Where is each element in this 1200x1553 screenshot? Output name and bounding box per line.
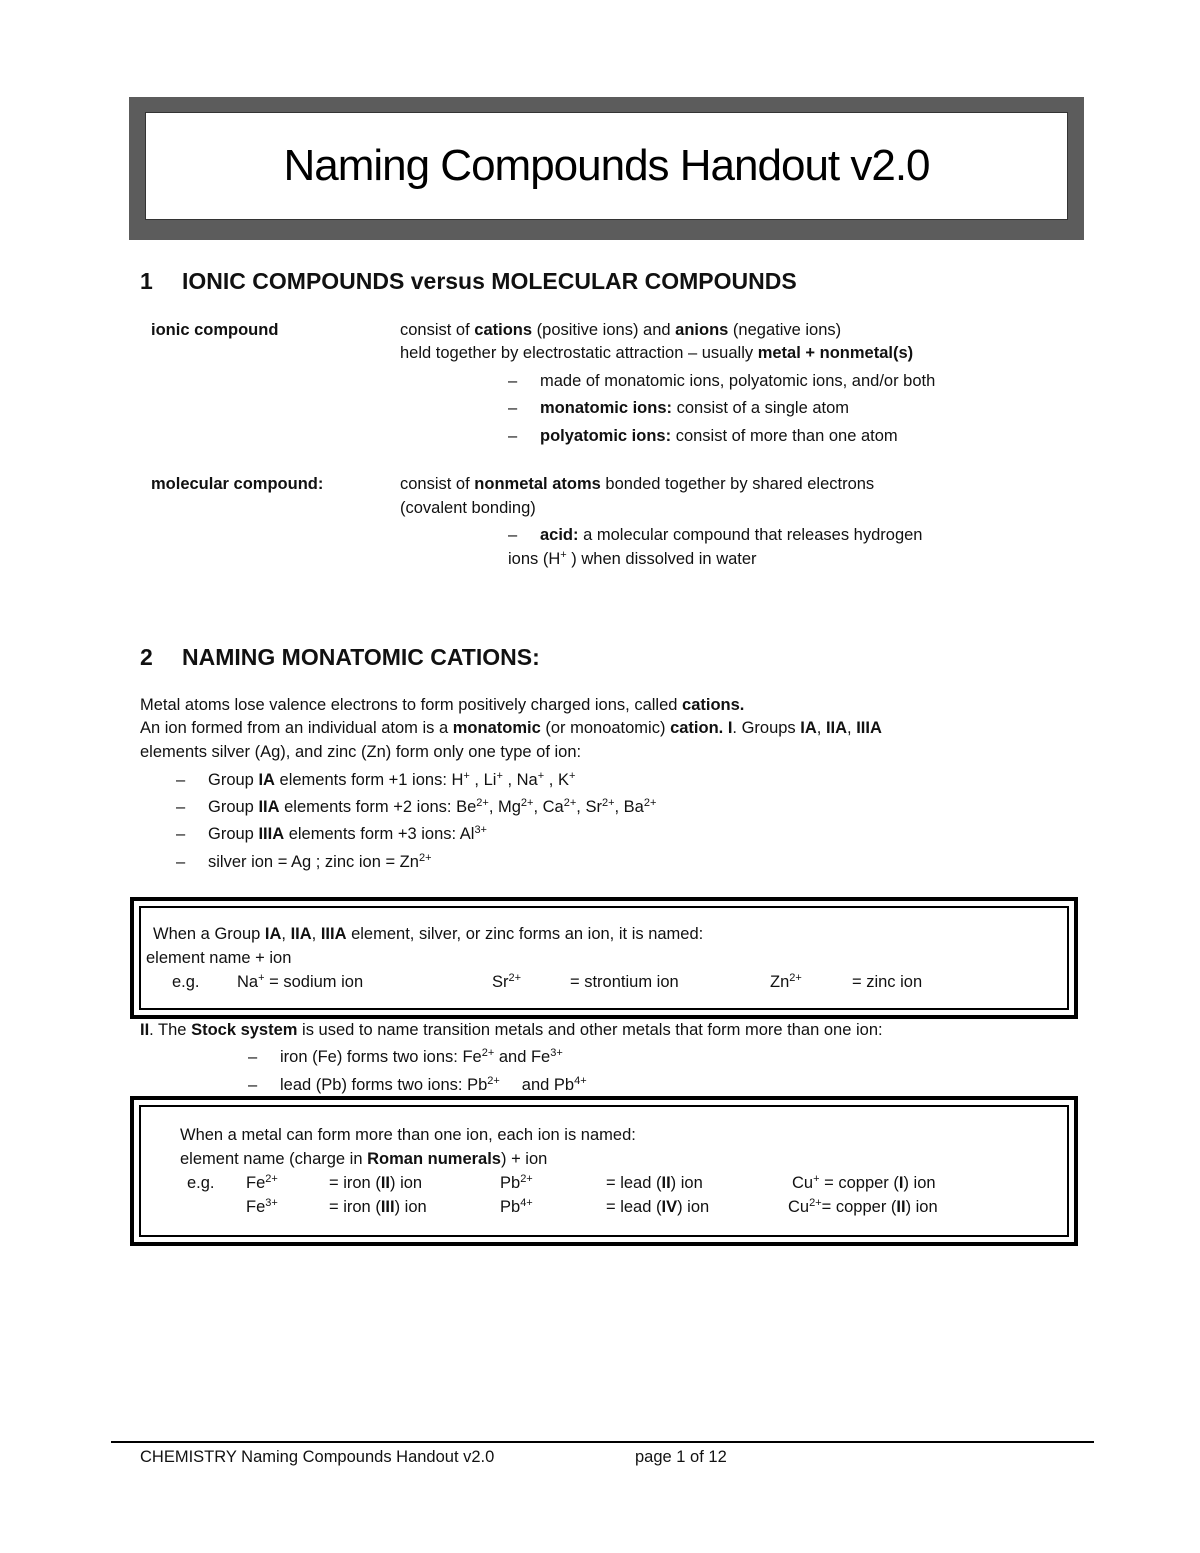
molecular-definition-line-2: (covalent bonding) [400, 499, 536, 517]
group-iia-bullet: – Group IIA elements form +2 ions: $Be^{2+}$, $Mg^{2+}$, $Ca^{2+}$, $Sr^{2+}$, $Ba^{2+}$ [176, 797, 657, 816]
acid-bullet: – acid: a molecular compound that releases hydrogen [508, 526, 923, 544]
ionic-bullet: – monatomic ions: consist of a single atom [508, 399, 850, 417]
section-2-title: NAMING MONATOMIC CATIONS: [182, 644, 540, 670]
ionic-definition-line-2: held together by electrostatic attraction – usually metal + nonmetal(s) [400, 344, 914, 362]
silver-zinc-bullet: – silver ion = Ag ; zinc ion = $Zn^{2+}$ [176, 852, 432, 871]
stock-system-paragraph: II. The Stock system is used to name transition metals and other metals that form more than one ion: [140, 1021, 883, 1039]
lead-bullet: – lead (Pb) forms two ions: $Pb^{2+}$ and $Pb^{4+}$ [248, 1075, 587, 1094]
rule-box-multiple-ions-inner [139, 1105, 1069, 1237]
example-cu1: Cu+ = copper (I) ion [792, 1173, 936, 1192]
section-1-number: 1 [140, 268, 153, 294]
example-pb2-name: = lead (II) ion [606, 1174, 703, 1192]
section-1-heading [140, 268, 797, 295]
footer-rule [111, 1441, 1094, 1443]
example-strontium-symbol: $Sr^{2+}$ [492, 972, 522, 991]
footer-title: CHEMISTRY Naming Compounds Handout v2.0 [140, 1448, 495, 1466]
molecular-compound-term: molecular compound: [151, 475, 324, 493]
section-2-heading [140, 644, 540, 671]
ionic-bullet: – made of monatomic ions, polyatomic ions, and/or both [508, 372, 936, 390]
section-1-title: IONIC COMPOUNDS versus MOLECULAR COMPOUNDS [182, 268, 797, 294]
example-strontium-name: = strontium ion [570, 973, 679, 991]
section-2-number: 2 [140, 644, 153, 670]
group-iiia-bullet: – Group IIIA elements form +3 ions: $Al^{3+}$ [176, 824, 487, 843]
iron-bullet: – iron (Fe) forms two ions: $Fe^{2+}$ and $Fe^{3+}$ [248, 1047, 563, 1066]
rule-box-multiple-ions [130, 1096, 1078, 1246]
page-number: page 1 of 12 [635, 1448, 727, 1466]
example-fe2-name: = iron (II) ion [329, 1174, 423, 1192]
rule-box-1-line-2: element name + ion [146, 949, 292, 967]
rule-box-2-line-1: When a metal can form more than one ion, each ion is named: [180, 1126, 636, 1144]
acid-bullet-line-2: ions (H+ ) when dissolved in water [508, 549, 757, 568]
example-pb4-symbol: $Pb^{4+}$ [500, 1197, 533, 1216]
cations-paragraph-line-3: elements silver (Ag), and zinc (Zn) form only one type of ion: [140, 743, 582, 761]
example-pb4-name: = lead (IV) ion [606, 1198, 710, 1216]
document-title: Naming Compounds Handout v2.0 [283, 141, 930, 190]
example-zinc-name: = zinc ion [852, 973, 923, 991]
rule-box-2-eg: e.g. [187, 1174, 215, 1192]
ionic-bullet: – polyatomic ions: consist of more than one atom [508, 427, 898, 445]
group-ia-bullet: – Group IA elements form +1 ions: H+ , Li+ , Na+ , K+ [176, 770, 576, 789]
rule-box-2-line-2: element name (charge in Roman numerals) + ion [180, 1150, 548, 1168]
ionic-compound-term: ionic compound [151, 321, 279, 339]
title-banner [129, 97, 1084, 240]
cations-paragraph-line-2: An ion formed from an individual atom is a monatomic (or monoatomic) cation. I. Groups IA, IIA, IIIA [140, 719, 882, 737]
example-zinc-symbol: $Zn^{2+}$ [770, 972, 802, 991]
example-fe3-symbol: $Fe^{3+}$ [246, 1197, 278, 1216]
rule-box-1-eg: e.g. [172, 973, 200, 991]
example-fe2-symbol: $Fe^{2+}$ [246, 1173, 278, 1192]
rule-box-1-line-1: When a Group IA, IIA, IIIA element, silver, or zinc forms an ion, it is named: [153, 925, 704, 943]
title-banner-inner [145, 112, 1068, 220]
molecular-definition-line-1: consist of nonmetal atoms bonded together by shared electrons [400, 475, 875, 493]
cations-paragraph-line-1: Metal atoms lose valence electrons to form positively charged ions, called cations. [140, 696, 745, 714]
example-fe3-name: = iron (III) ion [329, 1198, 427, 1216]
example-pb2-symbol: $Pb^{2+}$ [500, 1173, 533, 1192]
ionic-definition-line-1: consist of cations (positive ions) and anions (negative ions) [400, 321, 842, 339]
example-cu2: $Cu^{2+}=$ copper (II) ion [788, 1197, 938, 1216]
example-sodium: Na+ = sodium ion [237, 972, 364, 991]
